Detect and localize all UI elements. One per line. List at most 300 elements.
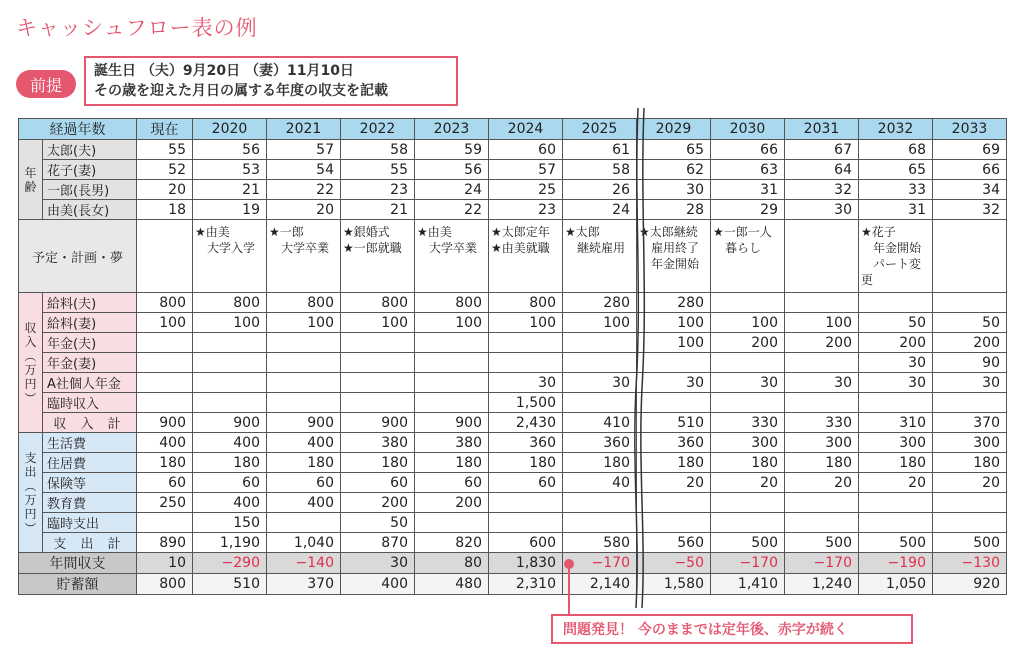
value-cell: 80	[415, 553, 489, 574]
value-cell: 30	[859, 373, 933, 393]
value-cell: 280	[637, 293, 711, 313]
value-cell	[415, 513, 489, 533]
value-cell: 1,410	[711, 574, 785, 595]
value-cell: 50	[933, 313, 1007, 333]
value-cell: 1,500	[489, 393, 563, 413]
value-cell	[785, 293, 859, 313]
value-cell	[489, 353, 563, 373]
value-cell: 360	[563, 433, 637, 453]
value-cell	[489, 333, 563, 353]
value-cell: 65	[859, 160, 933, 180]
value-cell: 900	[137, 413, 193, 433]
value-cell: 920	[933, 574, 1007, 595]
header-year: 2023	[415, 119, 489, 140]
value-cell: 360	[637, 433, 711, 453]
value-cell: 480	[415, 574, 489, 595]
value-cell: 900	[415, 413, 489, 433]
value-cell: 100	[415, 313, 489, 333]
value-cell: 100	[267, 313, 341, 333]
value-cell: 1,240	[785, 574, 859, 595]
value-cell: 60	[193, 473, 267, 493]
value-cell	[933, 513, 1007, 533]
value-cell: 24	[563, 200, 637, 220]
group-label-income: 収 入 （ 万 円 ）	[19, 293, 43, 433]
value-cell: 180	[341, 453, 415, 473]
value-cell: 180	[137, 453, 193, 473]
value-cell: 800	[137, 293, 193, 313]
row-label: 保険等	[43, 473, 137, 493]
group-label-expense: 支 出 （ 万 円 ）	[19, 433, 43, 553]
group-label-age: 年 齢	[19, 140, 43, 220]
value-cell: 30	[711, 373, 785, 393]
value-cell: 20	[267, 200, 341, 220]
value-cell	[341, 353, 415, 373]
value-cell	[563, 393, 637, 413]
value-cell: 180	[563, 453, 637, 473]
income-row	[19, 333, 1007, 353]
value-cell: 500	[933, 533, 1007, 553]
value-cell: 800	[193, 293, 267, 313]
header-year: 2029	[637, 119, 711, 140]
value-cell: 65	[637, 140, 711, 160]
row-label: 臨時収入	[43, 393, 137, 413]
value-cell: 800	[415, 293, 489, 313]
value-cell: 55	[341, 160, 415, 180]
value-cell	[137, 333, 193, 353]
value-cell: 56	[415, 160, 489, 180]
value-cell	[711, 293, 785, 313]
value-cell: 200	[341, 493, 415, 513]
value-cell: 25	[489, 180, 563, 200]
value-cell: 20	[859, 473, 933, 493]
value-cell	[859, 293, 933, 313]
value-cell: 580	[563, 533, 637, 553]
value-cell: 380	[341, 433, 415, 453]
value-cell: 400	[193, 433, 267, 453]
value-cell: −190	[859, 553, 933, 574]
value-cell: 63	[711, 160, 785, 180]
value-cell: 22	[267, 180, 341, 200]
value-cell: 61	[563, 140, 637, 160]
callout-connector	[568, 563, 570, 615]
value-cell: 23	[489, 200, 563, 220]
value-cell: 50	[859, 313, 933, 333]
value-cell: 28	[637, 200, 711, 220]
value-cell: 100	[563, 313, 637, 333]
value-cell: 300	[933, 433, 1007, 453]
header-year: 2033	[933, 119, 1007, 140]
value-cell: 58	[563, 160, 637, 180]
value-cell: 30	[489, 373, 563, 393]
value-cell: 19	[193, 200, 267, 220]
value-cell: −50	[637, 553, 711, 574]
value-cell: 21	[193, 180, 267, 200]
plan-cell: ★一郎 大学卒業	[267, 220, 341, 293]
value-cell: 20	[137, 180, 193, 200]
row-label: 年金(妻)	[43, 353, 137, 373]
value-cell: 90	[933, 353, 1007, 373]
plan-cell: ★太郎 継続雇用	[563, 220, 637, 293]
expense-row	[19, 433, 1007, 453]
value-cell: 60	[489, 473, 563, 493]
value-cell: 560	[637, 533, 711, 553]
value-cell	[341, 333, 415, 353]
value-cell: 57	[489, 160, 563, 180]
plan-cell	[785, 220, 859, 293]
value-cell: 30	[637, 180, 711, 200]
expense-row	[19, 453, 1007, 473]
value-cell: 1,190	[193, 533, 267, 553]
header-year: 2022	[341, 119, 415, 140]
value-cell: 56	[193, 140, 267, 160]
value-cell: 370	[267, 574, 341, 595]
value-cell	[711, 353, 785, 373]
value-cell: 410	[563, 413, 637, 433]
value-cell: 24	[415, 180, 489, 200]
value-cell: 400	[267, 493, 341, 513]
value-cell: 400	[267, 433, 341, 453]
value-cell: 23	[341, 180, 415, 200]
value-cell: 100	[637, 333, 711, 353]
value-cell: 180	[415, 453, 489, 473]
plan-cell: ★由美 大学卒業	[415, 220, 489, 293]
row-label: 花子(妻)	[43, 160, 137, 180]
value-cell: 300	[859, 433, 933, 453]
value-cell: 180	[859, 453, 933, 473]
value-cell: 900	[341, 413, 415, 433]
value-cell	[415, 393, 489, 413]
value-cell: 60	[137, 473, 193, 493]
value-cell: 20	[785, 473, 859, 493]
row-label: 年間収支	[19, 553, 137, 574]
value-cell: 34	[933, 180, 1007, 200]
age-row	[19, 200, 1007, 220]
value-cell: 370	[933, 413, 1007, 433]
value-cell: −130	[933, 553, 1007, 574]
income-row	[19, 353, 1007, 373]
value-cell: 100	[711, 313, 785, 333]
value-cell: −170	[785, 553, 859, 574]
row-label: 由美(長女)	[43, 200, 137, 220]
value-cell: 180	[489, 453, 563, 473]
value-cell	[193, 333, 267, 353]
premise-note-line-1: 誕生日 （夫）9月20日 （妻）11月10日	[94, 63, 354, 79]
value-cell: 800	[137, 574, 193, 595]
value-cell	[193, 373, 267, 393]
expense-row	[19, 493, 1007, 513]
header-year: 2032	[859, 119, 933, 140]
value-cell	[563, 353, 637, 373]
plan-row	[19, 220, 1007, 293]
value-cell	[489, 513, 563, 533]
value-cell	[193, 353, 267, 373]
premise-note-line-2: その歳を迎えた月日の属する年度の収支を記載	[94, 83, 388, 99]
header-year: 2031	[785, 119, 859, 140]
value-cell: 870	[341, 533, 415, 553]
value-cell	[933, 393, 1007, 413]
value-cell: 330	[711, 413, 785, 433]
income-row	[19, 313, 1007, 333]
plan-label: 予定・計画・夢	[19, 220, 137, 293]
value-cell: 200	[415, 493, 489, 513]
age-row	[19, 180, 1007, 200]
value-cell: 32	[933, 200, 1007, 220]
value-cell: 1,580	[637, 574, 711, 595]
plan-cell	[933, 220, 1007, 293]
plan-cell	[137, 220, 193, 293]
header-year: 2025	[563, 119, 637, 140]
value-cell: 2,310	[489, 574, 563, 595]
header-year: 2020	[193, 119, 267, 140]
annual-balance-row	[19, 553, 1007, 574]
row-label: 支 出 計	[43, 533, 137, 553]
value-cell: 510	[637, 413, 711, 433]
row-label: A社個人年金	[43, 373, 137, 393]
value-cell	[415, 333, 489, 353]
row-label: 年金(夫)	[43, 333, 137, 353]
value-cell	[341, 393, 415, 413]
income-row	[19, 373, 1007, 393]
value-cell: 400	[193, 493, 267, 513]
value-cell	[563, 493, 637, 513]
value-cell	[137, 513, 193, 533]
value-cell	[563, 513, 637, 533]
value-cell: 66	[711, 140, 785, 160]
value-cell: 52	[137, 160, 193, 180]
value-cell: 600	[489, 533, 563, 553]
value-cell: −140	[267, 553, 341, 574]
value-cell: 300	[785, 433, 859, 453]
value-cell: 310	[859, 413, 933, 433]
value-cell: 330	[785, 413, 859, 433]
value-cell: 250	[137, 493, 193, 513]
cash-flow-table	[18, 118, 1007, 595]
value-cell: 400	[137, 433, 193, 453]
value-cell	[137, 373, 193, 393]
value-cell: 40	[563, 473, 637, 493]
value-cell	[415, 373, 489, 393]
value-cell: 800	[341, 293, 415, 313]
plan-cell: ★太郎継続 雇用終了 年金開始	[637, 220, 711, 293]
row-label: 教育費	[43, 493, 137, 513]
income-total-row	[19, 413, 1007, 433]
value-cell: 100	[785, 313, 859, 333]
value-cell: 100	[341, 313, 415, 333]
value-cell: 53	[193, 160, 267, 180]
value-cell: 180	[637, 453, 711, 473]
value-cell: 100	[193, 313, 267, 333]
value-cell	[711, 493, 785, 513]
row-label: 給料(妻)	[43, 313, 137, 333]
value-cell: 26	[563, 180, 637, 200]
value-cell: 31	[859, 200, 933, 220]
value-cell	[267, 393, 341, 413]
value-cell: 30	[341, 553, 415, 574]
value-cell: 60	[415, 473, 489, 493]
page-title: キャッシュフロー表の例	[16, 16, 258, 40]
value-cell	[785, 493, 859, 513]
savings-row	[19, 574, 1007, 595]
row-label: 貯蓄額	[19, 574, 137, 595]
value-cell	[137, 393, 193, 413]
plan-cell: ★銀婚式 ★一郎就職	[341, 220, 415, 293]
value-cell: 890	[137, 533, 193, 553]
expense-total-row	[19, 533, 1007, 553]
value-cell: 380	[415, 433, 489, 453]
row-label: 太郎(夫)	[43, 140, 137, 160]
value-cell	[933, 493, 1007, 513]
value-cell: 900	[193, 413, 267, 433]
value-cell: 31	[711, 180, 785, 200]
row-label: 臨時支出	[43, 513, 137, 533]
expense-row	[19, 473, 1007, 493]
value-cell: 60	[267, 473, 341, 493]
value-cell: 50	[341, 513, 415, 533]
value-cell	[785, 393, 859, 413]
value-cell: 21	[341, 200, 415, 220]
value-cell: 360	[489, 433, 563, 453]
value-cell: 30	[785, 373, 859, 393]
value-cell	[711, 513, 785, 533]
value-cell: 10	[137, 553, 193, 574]
value-cell	[341, 373, 415, 393]
value-cell: 20	[711, 473, 785, 493]
value-cell: 60	[341, 473, 415, 493]
value-cell: 200	[711, 333, 785, 353]
value-cell: 100	[637, 313, 711, 333]
header-row	[19, 119, 1007, 140]
value-cell: 800	[267, 293, 341, 313]
income-row	[19, 293, 1007, 313]
value-cell: 400	[341, 574, 415, 595]
row-label: 生活費	[43, 433, 137, 453]
value-cell: 54	[267, 160, 341, 180]
period-break-mark	[632, 108, 652, 608]
value-cell: 64	[785, 160, 859, 180]
age-row	[19, 160, 1007, 180]
value-cell	[563, 333, 637, 353]
value-cell	[933, 293, 1007, 313]
value-cell	[267, 373, 341, 393]
value-cell	[489, 493, 563, 513]
value-cell: 30	[859, 353, 933, 373]
value-cell: 200	[785, 333, 859, 353]
value-cell	[859, 493, 933, 513]
header-year: 2024	[489, 119, 563, 140]
value-cell: 1,050	[859, 574, 933, 595]
header-elapsed-years: 経過年数	[19, 119, 137, 140]
value-cell	[267, 333, 341, 353]
value-cell: 33	[859, 180, 933, 200]
value-cell: 100	[489, 313, 563, 333]
premise-note	[84, 56, 458, 106]
premise-badge: 前提	[16, 70, 76, 98]
value-cell: 30	[563, 373, 637, 393]
value-cell: 30	[637, 373, 711, 393]
value-cell: 20	[637, 473, 711, 493]
value-cell: 30	[933, 373, 1007, 393]
value-cell: −170	[711, 553, 785, 574]
value-cell: 500	[785, 533, 859, 553]
value-cell: 62	[637, 160, 711, 180]
value-cell	[785, 353, 859, 373]
plan-cell: ★花子 年金開始 パート変更	[859, 220, 933, 293]
value-cell: 1,830	[489, 553, 563, 574]
header-year: 2021	[267, 119, 341, 140]
value-cell: 200	[859, 333, 933, 353]
value-cell	[267, 353, 341, 373]
plan-cell: ★太郎定年 ★由美就職	[489, 220, 563, 293]
value-cell: −170	[563, 553, 637, 574]
problem-callout: 問題発見！ 今のままでは定年後、赤字が続く	[551, 614, 913, 644]
value-cell	[137, 353, 193, 373]
value-cell: 18	[137, 200, 193, 220]
value-cell: 280	[563, 293, 637, 313]
value-cell	[859, 513, 933, 533]
value-cell: 500	[711, 533, 785, 553]
value-cell	[859, 393, 933, 413]
plan-cell: ★一郎一人 暮らし	[711, 220, 785, 293]
value-cell: 67	[785, 140, 859, 160]
row-label: 住居費	[43, 453, 137, 473]
value-cell: 20	[933, 473, 1007, 493]
value-cell	[711, 393, 785, 413]
expense-row	[19, 513, 1007, 533]
row-label: 給料(夫)	[43, 293, 137, 313]
row-label: 収 入 計	[43, 413, 137, 433]
value-cell: 180	[785, 453, 859, 473]
value-cell	[785, 513, 859, 533]
value-cell: 510	[193, 574, 267, 595]
value-cell	[193, 393, 267, 413]
value-cell: 58	[341, 140, 415, 160]
value-cell: 820	[415, 533, 489, 553]
value-cell: 180	[193, 453, 267, 473]
value-cell: 2,140	[563, 574, 637, 595]
value-cell: 300	[711, 433, 785, 453]
value-cell: 57	[267, 140, 341, 160]
value-cell	[415, 353, 489, 373]
value-cell: 2,430	[489, 413, 563, 433]
value-cell: 900	[267, 413, 341, 433]
value-cell: 100	[137, 313, 193, 333]
value-cell: 200	[933, 333, 1007, 353]
value-cell: 55	[137, 140, 193, 160]
value-cell: 32	[785, 180, 859, 200]
value-cell: 60	[489, 140, 563, 160]
value-cell: 66	[933, 160, 1007, 180]
value-cell: −290	[193, 553, 267, 574]
row-label: 一郎(長男)	[43, 180, 137, 200]
value-cell: 180	[933, 453, 1007, 473]
value-cell: 22	[415, 200, 489, 220]
value-cell: 150	[193, 513, 267, 533]
header-year: 現在	[137, 119, 193, 140]
value-cell: 180	[711, 453, 785, 473]
value-cell	[267, 513, 341, 533]
value-cell: 180	[267, 453, 341, 473]
header-year: 2030	[711, 119, 785, 140]
age-row	[19, 140, 1007, 160]
income-row	[19, 393, 1007, 413]
value-cell: 500	[859, 533, 933, 553]
value-cell: 69	[933, 140, 1007, 160]
value-cell: 29	[711, 200, 785, 220]
value-cell: 68	[859, 140, 933, 160]
value-cell: 59	[415, 140, 489, 160]
value-cell: 800	[489, 293, 563, 313]
value-cell: 1,040	[267, 533, 341, 553]
